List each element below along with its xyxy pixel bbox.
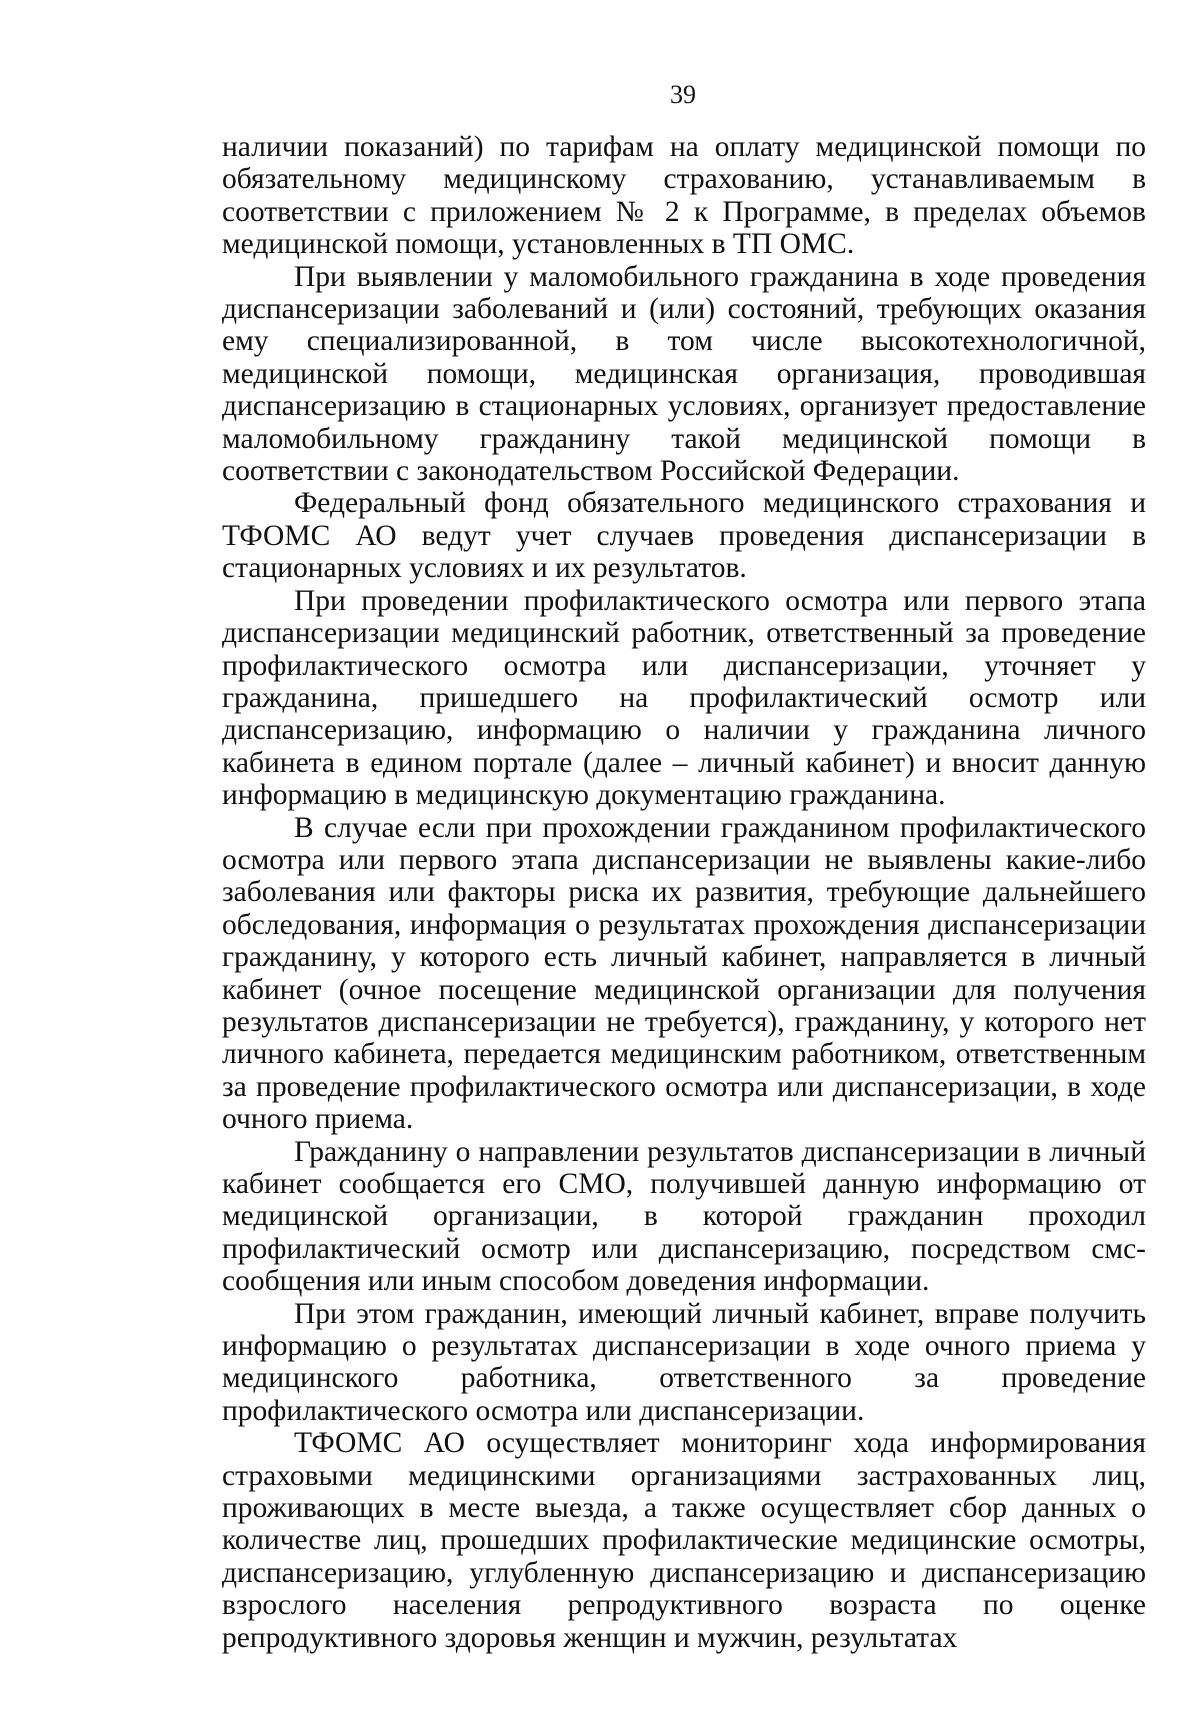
document-body [222,131,1146,1654]
paragraph-8: ТФОМС АО осуществляет мониторинг хода информирования страховыми медицинскими организациями застрахованных лиц, проживающих в месте выезда, а также осуществляет сбор данных о количестве лиц, прошедших профилактические медицинские осмотры, диспансеризацию, углубленную диспансеризацию и диспансеризацию взрослого населения репродуктивного возраста по оценке репродуктивного здоровья женщин и мужчин, результатах [222,1427,1146,1654]
paragraph-7: При этом гражданин, имеющий личный кабинет, вправе получить информацию о результатах диспансеризации в ходе очного приема у медицинского работника, ответственного за проведение профилактического осмотра или диспансеризации. [222,1297,1146,1427]
paragraph-3: Федеральный фонд обязательного медицинского страхования и ТФОМС АО ведут учет случаев проведения диспансеризации в стационарных условиях и их результатов. [222,487,1146,585]
paragraph-2: При выявлении у маломобильного гражданина в ходе проведения диспансеризации заболеваний и (или) состояний, требующих оказания ему специализированной, в том числе высокотехнологичной, медицинской помощи, медицинская организация, проводившая диспансеризацию в стационарных условиях, организует предоставление маломобильному гражданину такой медицинской помощи в соответствии с законодательством Российской Федерации. [222,260,1146,488]
paragraph-1: наличии показаний) по тарифам на оплату медицинской помощи по обязательному медицинскому страхованию, устанавливаемым в соответствии с приложением № 2 к Программе, в пределах объемов медицинской помощи, установленных в ТП ОМС. [222,131,1146,261]
paragraph-4: При проведении профилактического осмотра или первого этапа диспансеризации медицинский работник, ответственный за проведение профилактического осмотра или диспансеризации, уточняет у гражданина, пришедшего на профилактический осмотр или диспансеризацию, информацию о наличии у гражданина личного кабинета в едином портале (далее – личный кабинет) и вносит данную информацию в медицинскую документацию гражданина. [222,584,1146,812]
page-number: 39 [670,80,696,109]
paragraph-6: Гражданину о направлении результатов диспансеризации в личный кабинет сообщается его СМО, получившей данную информацию от медицинской организации, в которой гражданин проходил профилактический осмотр или диспансеризацию, посредством смс-сообщения или иным способом доведения информации. [222,1135,1146,1298]
paragraph-5: В случае если при прохождении гражданином профилактического осмотра или первого этапа диспансеризации не выявлены какие-либо заболевания или факторы риска их развития, требующие дальнейшего обследования, информация о результатах прохождения диспансеризации гражданину, у которого есть личный кабинет, направляется в личный кабинет (очное посещение медицинской организации для получения результатов диспансеризации не требуется), гражданину, у которого нет личного кабинета, передается медицинским работником, ответственным за проведение профилактического осмотра или диспансеризации, в ходе очного приема. [222,811,1146,1136]
